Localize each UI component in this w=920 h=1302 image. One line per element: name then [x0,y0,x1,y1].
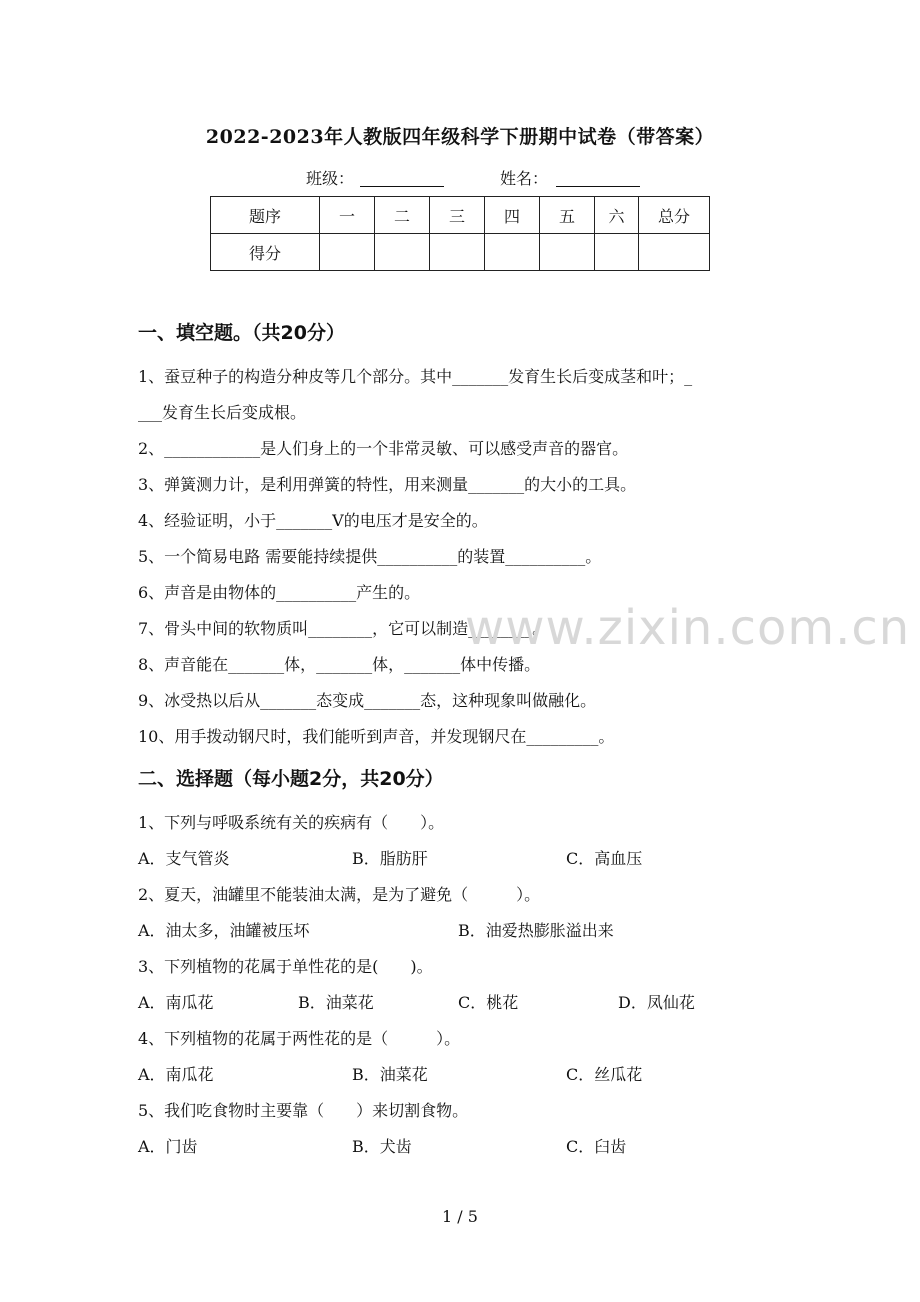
table-cell: 一 [320,197,375,234]
question-text: 5、一个简易电路 需要能持续提供__________的装置__________。 [138,547,602,566]
question-text: 4、下列植物的花属于两性花的是（ ）。 [138,1029,461,1048]
name-blank [556,166,640,187]
score-input-cell[interactable] [430,234,485,271]
question-text: 6、声音是由物体的__________产生的。 [138,583,421,602]
table-cell: 总分 [639,197,710,234]
option-c[interactable]: C．桃花 [458,993,519,1012]
page-number: 1 / 5 [442,1207,478,1226]
table-cell: 二 [375,197,430,234]
class-label: 班级： [306,169,355,188]
score-input-cell[interactable] [595,234,639,271]
score-input-cell[interactable] [320,234,375,271]
option-a[interactable]: A．门齿 [138,1137,198,1156]
question-text: 2、____________是人们身上的一个非常灵敏、可以感受声音的器官。 [138,439,629,458]
score-input-cell[interactable] [485,234,540,271]
question-text: 3、下列植物的花属于单性花的是( )。 [138,957,433,976]
score-input-cell[interactable] [639,234,710,271]
question-text: 1、下列与呼吸系统有关的疾病有（ ）。 [138,813,445,832]
name-label: 姓名： [500,169,549,188]
score-input-cell[interactable] [540,234,595,271]
score-table-header-row [211,197,710,234]
option-b[interactable]: B．油菜花 [352,1065,428,1084]
option-c[interactable]: C．臼齿 [566,1137,627,1156]
option-b[interactable]: B．脂肪肝 [352,849,428,868]
table-cell: 五 [540,197,595,234]
table-cell: 六 [595,197,639,234]
option-a[interactable]: A．南瓜花 [138,993,214,1012]
option-b[interactable]: B．油爱热膨胀溢出来 [458,921,614,940]
question-text: 10、用手拨动钢尺时，我们能听到声音，并发现钢尺在_________。 [138,727,615,746]
class-blank [360,166,444,187]
question-text: 5、我们吃食物时主要靠（ ）来切割食物。 [138,1101,469,1120]
option-a[interactable]: A．油太多，油罐被压坏 [138,921,310,940]
question-text: 2、夏天，油罐里不能装油太满，是为了避免（ ）。 [138,885,541,904]
section-heading-choice: 二、选择题（每小题2分，共20分） [138,768,444,790]
score-input-cell[interactable] [375,234,430,271]
option-d[interactable]: D．凤仙花 [618,993,695,1012]
option-b[interactable]: B．犬齿 [352,1137,412,1156]
table-cell: 题序 [211,197,320,234]
question-text: 1、蚕豆种子的构造分种皮等几个部分。其中_______发育生长后变成茎和叶；_ [138,367,693,386]
option-a[interactable]: A．南瓜花 [138,1065,214,1084]
score-table [210,196,710,271]
question-text: 4、经验证明，小于_______V的电压才是安全的。 [138,511,488,530]
question-text: 9、冰受热以后从_______态变成_______态，这种现象叫做融化。 [138,691,597,710]
question-text: ___发育生长后变成根。 [138,403,307,422]
option-b[interactable]: B．油菜花 [298,993,374,1012]
option-c[interactable]: C．高血压 [566,849,643,868]
section-heading-fill-in: 一、填空题。（共20分） [138,322,345,344]
watermark: www.zixin.com.cn [465,600,911,656]
question-text: 3、弹簧测力计，是利用弹簧的特性，用来测量_______的大小的工具。 [138,475,637,494]
option-a[interactable]: A．支气管炎 [138,849,230,868]
score-table-score-row [211,234,710,271]
table-cell: 三 [430,197,485,234]
table-cell: 得分 [211,234,320,271]
option-c[interactable]: C．丝瓜花 [566,1065,643,1084]
question-text: 7、骨头中间的软物质叫________，它可以制造________。 [138,619,549,638]
question-text: 8、声音能在_______体，_______体，_______体中传播。 [138,655,541,674]
document-title: 2022-2023年人教版四年级科学下册期中试卷（带答案） [205,126,715,148]
table-cell: 四 [485,197,540,234]
